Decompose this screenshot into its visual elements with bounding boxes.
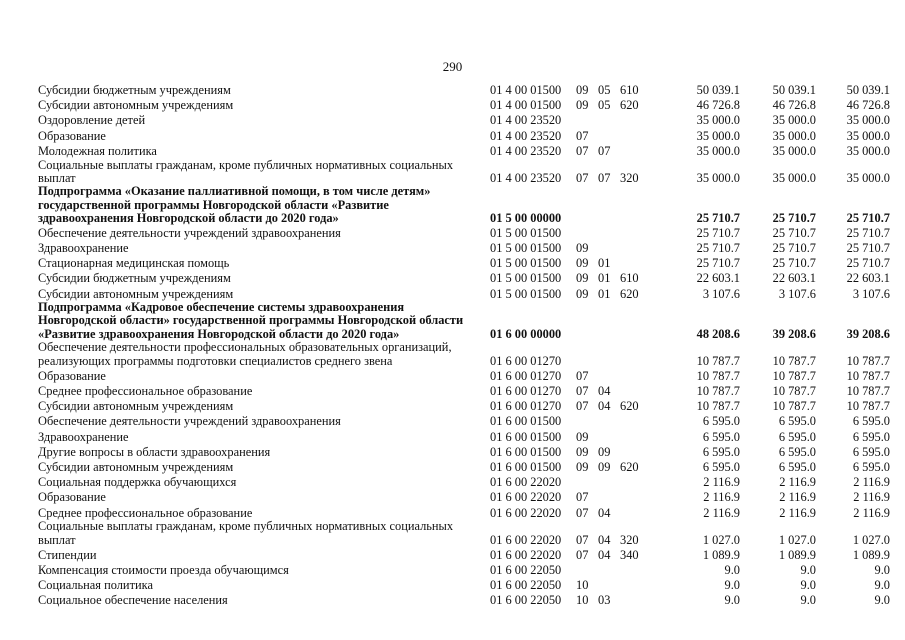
row-subsection [598, 429, 620, 444]
row-expense-type [620, 255, 654, 270]
table-row [38, 368, 890, 383]
row-name: Субсидии автономным учреждениям [38, 459, 234, 474]
row-expense-type: 620 [620, 98, 639, 113]
row-value-year1: 10 787.7 [696, 399, 740, 414]
table-row [38, 97, 890, 112]
table-row [38, 577, 890, 592]
row-expense-type: 320 [620, 170, 639, 185]
table-row [38, 143, 890, 158]
row-name: Обеспечение деятельности учреждений здравоохранения [38, 414, 341, 429]
row-code: 01 6 00 01500 [490, 429, 562, 444]
row-value-year3: 22 603.1 [846, 271, 890, 286]
row-subsection [598, 240, 620, 255]
row-subsection [598, 225, 620, 240]
row-subsection: 04 [598, 384, 611, 399]
row-subsection [598, 489, 620, 504]
row-section: 07 [576, 547, 589, 562]
row-value-year1: 9.0 [724, 578, 740, 593]
row-value-year1: 9.0 [724, 562, 740, 577]
row-expense-type [620, 383, 654, 398]
row-subsection [598, 128, 620, 143]
table-body [38, 82, 890, 608]
row-expense-type [620, 128, 654, 143]
row-code: 01 6 00 22020 [490, 547, 562, 562]
row-expense-type [620, 592, 654, 607]
row-value-year3: 10 787.7 [846, 353, 890, 368]
row-section: 07 [576, 143, 589, 158]
row-value-year3: 3 107.6 [852, 286, 890, 301]
row-value-year1: 25 710.7 [696, 241, 740, 256]
row-value-year2: 9.0 [800, 562, 816, 577]
row-expense-type [620, 341, 654, 368]
row-value-year3: 2 116.9 [853, 475, 890, 490]
table-row [38, 474, 890, 489]
row-value-year3: 25 710.7 [846, 225, 890, 240]
row-section: 07 [576, 532, 589, 547]
row-code: 01 6 00 01270 [490, 399, 562, 414]
table-row [38, 225, 890, 240]
row-section: 09 [576, 256, 589, 271]
row-subsection [598, 413, 620, 428]
row-value-year2: 25 710.7 [772, 256, 816, 271]
row-subsection: 04 [598, 547, 611, 562]
row-section: 09 [576, 82, 589, 97]
table-row [38, 286, 890, 301]
row-section: 07 [576, 384, 589, 399]
row-subsection: 01 [598, 271, 611, 286]
table-row [38, 505, 890, 520]
row-name: Другие вопросы в области здравоохранения [38, 444, 271, 459]
row-value-year1: 6 595.0 [702, 414, 740, 429]
row-value-year3: 35 000.0 [846, 128, 890, 143]
row-name: Субсидии бюджетным учреждениям [38, 82, 231, 97]
row-value-year1: 50 039.1 [696, 82, 740, 97]
row-value-year1: 25 710.7 [696, 210, 740, 225]
row-value-year2: 35 000.0 [772, 128, 816, 143]
row-name: Субсидии автономным учреждениям [38, 286, 234, 301]
table-row [38, 128, 890, 143]
row-section: 10 [576, 578, 589, 593]
row-subsection [598, 185, 620, 225]
row-value-year1: 46 726.8 [696, 98, 740, 113]
row-value-year1: 2 116.9 [703, 490, 740, 505]
row-value-year3: 39 208.6 [846, 326, 890, 341]
row-expense-type [620, 225, 654, 240]
row-expense-type: 320 [620, 532, 639, 547]
row-value-year2: 22 603.1 [772, 271, 816, 286]
row-code: 01 4 00 23520 [490, 170, 562, 185]
row-value-year3: 2 116.9 [853, 490, 890, 505]
row-expense-type [620, 143, 654, 158]
row-expense-type [620, 185, 654, 225]
row-value-year3: 46 726.8 [846, 98, 890, 113]
row-subsection [598, 301, 620, 341]
row-expense-type [620, 474, 654, 489]
row-expense-type: 610 [620, 82, 639, 97]
row-value-year1: 10 787.7 [696, 353, 740, 368]
row-value-year1: 35 000.0 [696, 113, 740, 128]
row-value-year1: 10 787.7 [696, 384, 740, 399]
row-expense-type [620, 489, 654, 504]
row-code: 01 4 00 23520 [490, 143, 562, 158]
row-subsection [598, 577, 620, 592]
row-value-year2: 10 787.7 [772, 368, 816, 383]
row-section [576, 185, 598, 225]
row-expense-type: 620 [620, 459, 639, 474]
row-name: Здравоохранение [38, 429, 129, 444]
row-value-year3: 2 116.9 [853, 505, 890, 520]
row-code: 01 6 00 22050 [490, 562, 562, 577]
row-subsection [598, 562, 620, 577]
row-code: 01 6 00 00000 [490, 326, 562, 341]
row-value-year1: 6 595.0 [702, 429, 740, 444]
row-value-year3: 6 595.0 [852, 459, 890, 474]
budget-table [38, 82, 890, 608]
row-code: 01 5 00 01500 [490, 271, 562, 286]
row-section [576, 112, 598, 127]
row-name: Обеспечение деятельности профессиональных образовательных организаций, реализующих программы подготовки специалистов среднего звена [38, 340, 452, 368]
row-code: 01 5 00 01500 [490, 256, 562, 271]
row-name: Обеспечение деятельности учреждений здравоохранения [38, 225, 341, 240]
row-section: 09 [576, 429, 589, 444]
row-name: Здравоохранение [38, 241, 129, 256]
row-subsection: 04 [598, 532, 611, 547]
row-code: 01 4 00 01500 [490, 82, 562, 97]
row-section [576, 474, 598, 489]
row-section: 09 [576, 98, 589, 113]
table-row [38, 444, 890, 459]
row-expense-type: 610 [620, 271, 639, 286]
row-expense-type: 340 [620, 547, 639, 562]
table-row [38, 592, 890, 607]
row-value-year3: 35 000.0 [846, 143, 890, 158]
row-expense-type [620, 301, 654, 341]
row-subsection: 01 [598, 286, 611, 301]
row-value-year2: 2 116.9 [779, 505, 816, 520]
row-name: Подпрограмма «Оказание паллиативной помощи, в том числе детям» государственной программы Новгородской области «Развитие здравоохранения Новгородской области до 2020 года» [38, 184, 431, 225]
row-name: Образование [38, 368, 106, 383]
row-value-year3: 9.0 [874, 578, 890, 593]
table-row [38, 341, 890, 368]
row-subsection: 04 [598, 399, 611, 414]
row-code: 01 4 00 23520 [490, 113, 562, 128]
table-row [38, 158, 890, 185]
row-value-year3: 10 787.7 [846, 399, 890, 414]
row-name: Стационарная медицинская помощь [38, 256, 230, 271]
row-value-year3: 25 710.7 [846, 241, 890, 256]
row-expense-type [620, 112, 654, 127]
row-section: 09 [576, 271, 589, 286]
row-value-year2: 10 787.7 [772, 353, 816, 368]
row-expense-type [620, 368, 654, 383]
row-subsection: 04 [598, 505, 611, 520]
row-value-year1: 25 710.7 [696, 225, 740, 240]
row-value-year2: 35 000.0 [772, 113, 816, 128]
row-subsection [598, 474, 620, 489]
row-expense-type [620, 240, 654, 255]
row-subsection: 03 [598, 593, 611, 608]
row-section: 10 [576, 593, 589, 608]
row-value-year2: 35 000.0 [772, 170, 816, 185]
row-name: Субсидии бюджетным учреждениям [38, 271, 231, 286]
row-subsection: 07 [598, 170, 611, 185]
row-expense-type [620, 577, 654, 592]
row-value-year2: 2 116.9 [779, 490, 816, 505]
row-value-year2: 39 208.6 [772, 326, 816, 341]
row-value-year3: 35 000.0 [846, 113, 890, 128]
row-name: Социальная поддержка обучающихся [38, 475, 237, 490]
table-row [38, 459, 890, 474]
row-value-year2: 50 039.1 [772, 82, 816, 97]
row-section: 09 [576, 241, 589, 256]
row-section [576, 341, 598, 368]
row-value-year2: 35 000.0 [772, 143, 816, 158]
row-code: 01 6 00 22050 [490, 578, 562, 593]
row-code: 01 6 00 22050 [490, 593, 562, 608]
row-value-year2: 2 116.9 [779, 475, 816, 490]
row-name: Субсидии автономным учреждениям [38, 399, 234, 414]
row-expense-type [620, 444, 654, 459]
row-value-year1: 9.0 [724, 593, 740, 608]
row-value-year1: 22 603.1 [696, 271, 740, 286]
table-row [38, 562, 890, 577]
row-value-year3: 1 089.9 [852, 547, 890, 562]
row-value-year3: 9.0 [874, 593, 890, 608]
row-section: 09 [576, 444, 589, 459]
row-name: Среднее профессиональное образование [38, 505, 253, 520]
row-section: 07 [576, 368, 589, 383]
row-expense-type [620, 413, 654, 428]
row-value-year3: 25 710.7 [846, 210, 890, 225]
row-name: Субсидии автономным учреждениям [38, 98, 234, 113]
row-value-year1: 35 000.0 [696, 128, 740, 143]
row-name: Стипендии [38, 547, 97, 562]
table-row [38, 383, 890, 398]
row-name: Социальная политика [38, 578, 153, 593]
row-value-year3: 10 787.7 [846, 368, 890, 383]
table-row [38, 112, 890, 127]
row-code: 01 6 00 01270 [490, 384, 562, 399]
row-subsection [598, 368, 620, 383]
row-section: 07 [576, 505, 589, 520]
row-value-year1: 35 000.0 [696, 170, 740, 185]
row-expense-type [620, 505, 654, 520]
row-value-year3: 10 787.7 [846, 384, 890, 399]
row-value-year2: 1 089.9 [778, 547, 816, 562]
row-value-year3: 25 710.7 [846, 256, 890, 271]
row-value-year2: 3 107.6 [778, 286, 816, 301]
row-value-year2: 1 027.0 [778, 532, 816, 547]
row-code: 01 6 00 01500 [490, 444, 562, 459]
row-name: Социальное обеспечение населения [38, 593, 228, 608]
row-code: 01 6 00 01500 [490, 414, 562, 429]
table-row [38, 82, 890, 97]
row-value-year1: 6 595.0 [702, 444, 740, 459]
row-value-year2: 6 595.0 [778, 414, 816, 429]
row-value-year1: 3 107.6 [702, 286, 740, 301]
row-value-year1: 2 116.9 [703, 505, 740, 520]
row-code: 01 5 00 01500 [490, 241, 562, 256]
row-value-year3: 50 039.1 [846, 82, 890, 97]
row-name: Компенсация стоимости проезда обучающимся [38, 562, 289, 577]
row-subsection: 05 [598, 98, 611, 113]
row-value-year2: 25 710.7 [772, 225, 816, 240]
row-section [576, 562, 598, 577]
row-code: 01 5 00 01500 [490, 286, 562, 301]
table-row [38, 547, 890, 562]
row-value-year3: 35 000.0 [846, 170, 890, 185]
row-name: Среднее профессиональное образование [38, 384, 253, 399]
row-subsection: 09 [598, 459, 611, 474]
row-value-year1: 35 000.0 [696, 143, 740, 158]
row-section [576, 301, 598, 341]
row-value-year1: 48 208.6 [696, 326, 740, 341]
row-subsection: 05 [598, 82, 611, 97]
row-code: 01 6 00 22020 [490, 475, 562, 490]
row-name: Подпрограмма «Кадровое обеспечение системы здравоохранения Новгородской области» государственной программы Новгородской области «Развитие здравоохранения Новгородской области до 2020 года» [38, 300, 464, 341]
row-value-year1: 25 710.7 [696, 256, 740, 271]
row-expense-type: 620 [620, 399, 639, 414]
row-subsection [598, 112, 620, 127]
row-section: 07 [576, 490, 589, 505]
row-code: 01 5 00 00000 [490, 210, 562, 225]
row-code: 01 6 00 22020 [490, 490, 562, 505]
row-value-year2: 46 726.8 [772, 98, 816, 113]
table-row [38, 489, 890, 504]
row-value-year2: 10 787.7 [772, 399, 816, 414]
table-row [38, 413, 890, 428]
table-row [38, 271, 890, 286]
row-value-year1: 1 027.0 [702, 532, 740, 547]
row-section: 07 [576, 128, 589, 143]
row-subsection [598, 341, 620, 368]
row-section: 07 [576, 170, 589, 185]
row-value-year3: 6 595.0 [852, 429, 890, 444]
row-subsection: 09 [598, 444, 611, 459]
row-code: 01 6 00 01500 [490, 459, 562, 474]
page-number: 290 [442, 59, 463, 74]
row-value-year2: 6 595.0 [778, 429, 816, 444]
row-section: 07 [576, 399, 589, 414]
row-code: 01 4 00 23520 [490, 128, 562, 143]
row-value-year3: 1 027.0 [852, 532, 890, 547]
row-code: 01 6 00 22020 [490, 505, 562, 520]
row-value-year2: 9.0 [800, 578, 816, 593]
row-section: 09 [576, 459, 589, 474]
row-name: Социальные выплаты гражданам, кроме публичных нормативных социальных выплат [38, 157, 454, 185]
row-name: Социальные выплаты гражданам, кроме публичных нормативных социальных выплат [38, 519, 454, 547]
row-value-year2: 25 710.7 [772, 210, 816, 225]
row-value-year1: 1 089.9 [702, 547, 740, 562]
table-row [38, 240, 890, 255]
table-row [38, 520, 890, 547]
row-value-year2: 25 710.7 [772, 241, 816, 256]
row-expense-type: 620 [620, 286, 639, 301]
row-subsection: 01 [598, 256, 611, 271]
row-subsection: 07 [598, 143, 611, 158]
row-value-year1: 10 787.7 [696, 368, 740, 383]
table-row [38, 398, 890, 413]
row-section [576, 413, 598, 428]
row-code: 01 6 00 22020 [490, 532, 562, 547]
row-value-year3: 6 595.0 [852, 444, 890, 459]
row-value-year3: 6 595.0 [852, 414, 890, 429]
table-row [38, 255, 890, 270]
row-value-year3: 9.0 [874, 562, 890, 577]
row-section: 09 [576, 286, 589, 301]
row-code: 01 6 00 01270 [490, 353, 562, 368]
row-section [576, 225, 598, 240]
table-row [38, 301, 890, 341]
row-expense-type [620, 562, 654, 577]
row-name: Оздоровление детей [38, 113, 146, 128]
row-code: 01 6 00 01270 [490, 368, 562, 383]
row-name: Молодежная политика [38, 143, 157, 158]
row-code: 01 4 00 01500 [490, 98, 562, 113]
table-row [38, 185, 890, 225]
row-value-year2: 6 595.0 [778, 459, 816, 474]
row-value-year2: 10 787.7 [772, 384, 816, 399]
row-name: Образование [38, 490, 106, 505]
row-value-year1: 2 116.9 [703, 475, 740, 490]
row-expense-type [620, 429, 654, 444]
row-name: Образование [38, 128, 106, 143]
row-code: 01 5 00 01500 [490, 225, 562, 240]
row-value-year1: 6 595.0 [702, 459, 740, 474]
row-value-year2: 9.0 [800, 593, 816, 608]
table-row [38, 429, 890, 444]
row-value-year2: 6 595.0 [778, 444, 816, 459]
